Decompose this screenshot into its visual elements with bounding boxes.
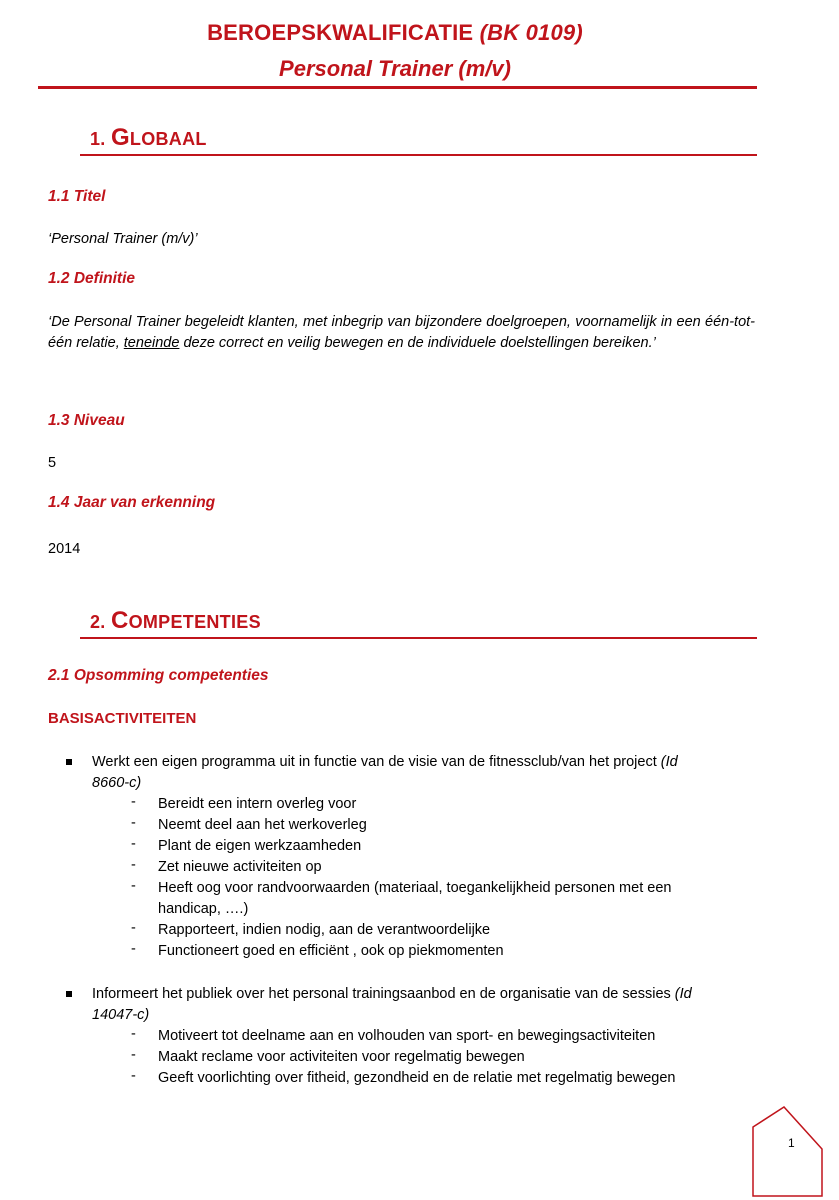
- titel-heading: 1.1 Titel: [48, 188, 106, 205]
- title-text: BEROEPSKWALIFICATIE: [207, 20, 474, 45]
- title-code: (BK 0109): [479, 20, 583, 45]
- jaar-heading: 1.4 Jaar van erkenning: [48, 494, 216, 511]
- definitie-underlined-word: teneinde: [123, 335, 180, 351]
- section-initial: G: [110, 124, 130, 151]
- dash-icon: -: [131, 1047, 136, 1063]
- competentie-text: Informeert het publiek over het personal trainingsaanbod en de organisatie van de sessies: [92, 986, 675, 1002]
- definitie-paragraph: [48, 312, 755, 354]
- sub-item: Neemt deel aan het werkoverleg: [158, 817, 367, 833]
- dash-icon: -: [131, 857, 136, 873]
- bullet-icon: [66, 991, 72, 997]
- sub-item: Plant de eigen werkzaamheden: [158, 838, 362, 854]
- competentie-id-cont: 14047-c): [92, 1007, 150, 1023]
- bullet-icon: [66, 759, 72, 765]
- definitie-text-part: ‘De Personal Trainer begeleidt klanten, met inbegrip van bijzondere doelgroepen, voornamelijk in een één-tot-één relatie,: [48, 314, 755, 351]
- dash-icon: -: [131, 836, 136, 852]
- basisactiviteiten-heading: BASISACTIVITEITEN: [48, 710, 197, 727]
- dash-icon: -: [131, 920, 136, 936]
- dash-icon: -: [131, 815, 136, 831]
- competentie-item: [92, 984, 772, 1005]
- competentie-text: Werkt een eigen programma uit in functie van de visie van de fitnessclub/van het project: [92, 754, 661, 770]
- opsomming-heading: 2.1 Opsomming competenties: [48, 667, 269, 684]
- document-subtitle: Personal Trainer (m/v): [279, 56, 511, 81]
- competentie-item: [92, 752, 752, 773]
- definitie-text-part: deze correct en veilig bewegen en de individuele doelstellingen bereiken.’: [179, 335, 656, 351]
- section-initial: C: [110, 607, 129, 634]
- sub-item-cont: handicap, ….): [158, 901, 249, 917]
- titel-value: ‘Personal Trainer (m/v)’: [48, 231, 198, 247]
- page-badge-shape-icon: [753, 1107, 822, 1196]
- definitie-heading: 1.2 Definitie: [48, 270, 135, 287]
- page-number: 1: [788, 1136, 795, 1150]
- section-rule: [80, 637, 757, 639]
- competentie-id-cont: 8660-c): [92, 775, 142, 791]
- dash-icon: -: [131, 794, 136, 810]
- niveau-heading: 1.3 Niveau: [48, 412, 125, 429]
- sub-item: Functioneert goed en efficiënt , ook op piekmomenten: [158, 943, 504, 959]
- dash-icon: -: [131, 941, 136, 957]
- section-title-rest: OMPETENTIES: [128, 612, 261, 632]
- sub-item: Maakt reclame voor activiteiten voor regelmatig bewegen: [158, 1049, 525, 1065]
- sub-item: Motiveert tot deelname aan en volhouden van sport- en bewegingsactiviteiten: [158, 1028, 656, 1044]
- section-heading-globaal: [90, 124, 207, 152]
- section-heading-competenties: [90, 607, 261, 635]
- sub-item: Heeft oog voor randvoorwaarden (materiaal, toegankelijkheid personen met een: [158, 880, 672, 896]
- section-title-rest: LOBAAL: [129, 129, 207, 149]
- header-rule: [38, 86, 757, 89]
- dash-icon: -: [131, 1068, 136, 1084]
- competentie-id: (Id: [674, 986, 692, 1002]
- dash-icon: -: [131, 878, 136, 894]
- section-number: 1.: [90, 129, 106, 149]
- section-number: 2.: [90, 612, 106, 632]
- dash-icon: -: [131, 1026, 136, 1042]
- sub-item: Zet nieuwe activiteiten op: [158, 859, 322, 875]
- document-title: [0, 20, 790, 46]
- competentie-id: (Id: [660, 754, 678, 770]
- niveau-value: 5: [48, 455, 57, 471]
- page-number-badge: [750, 1104, 839, 1200]
- section-rule: [80, 154, 757, 156]
- sub-item: Rapporteert, indien nodig, aan de verantwoordelijke: [158, 922, 491, 938]
- sub-item: Geeft voorlichting over fitheid, gezondheid en de relatie met regelmatig bewegen: [158, 1070, 676, 1086]
- jaar-value: 2014: [48, 541, 81, 557]
- sub-item: Bereidt een intern overleg voor: [158, 796, 357, 812]
